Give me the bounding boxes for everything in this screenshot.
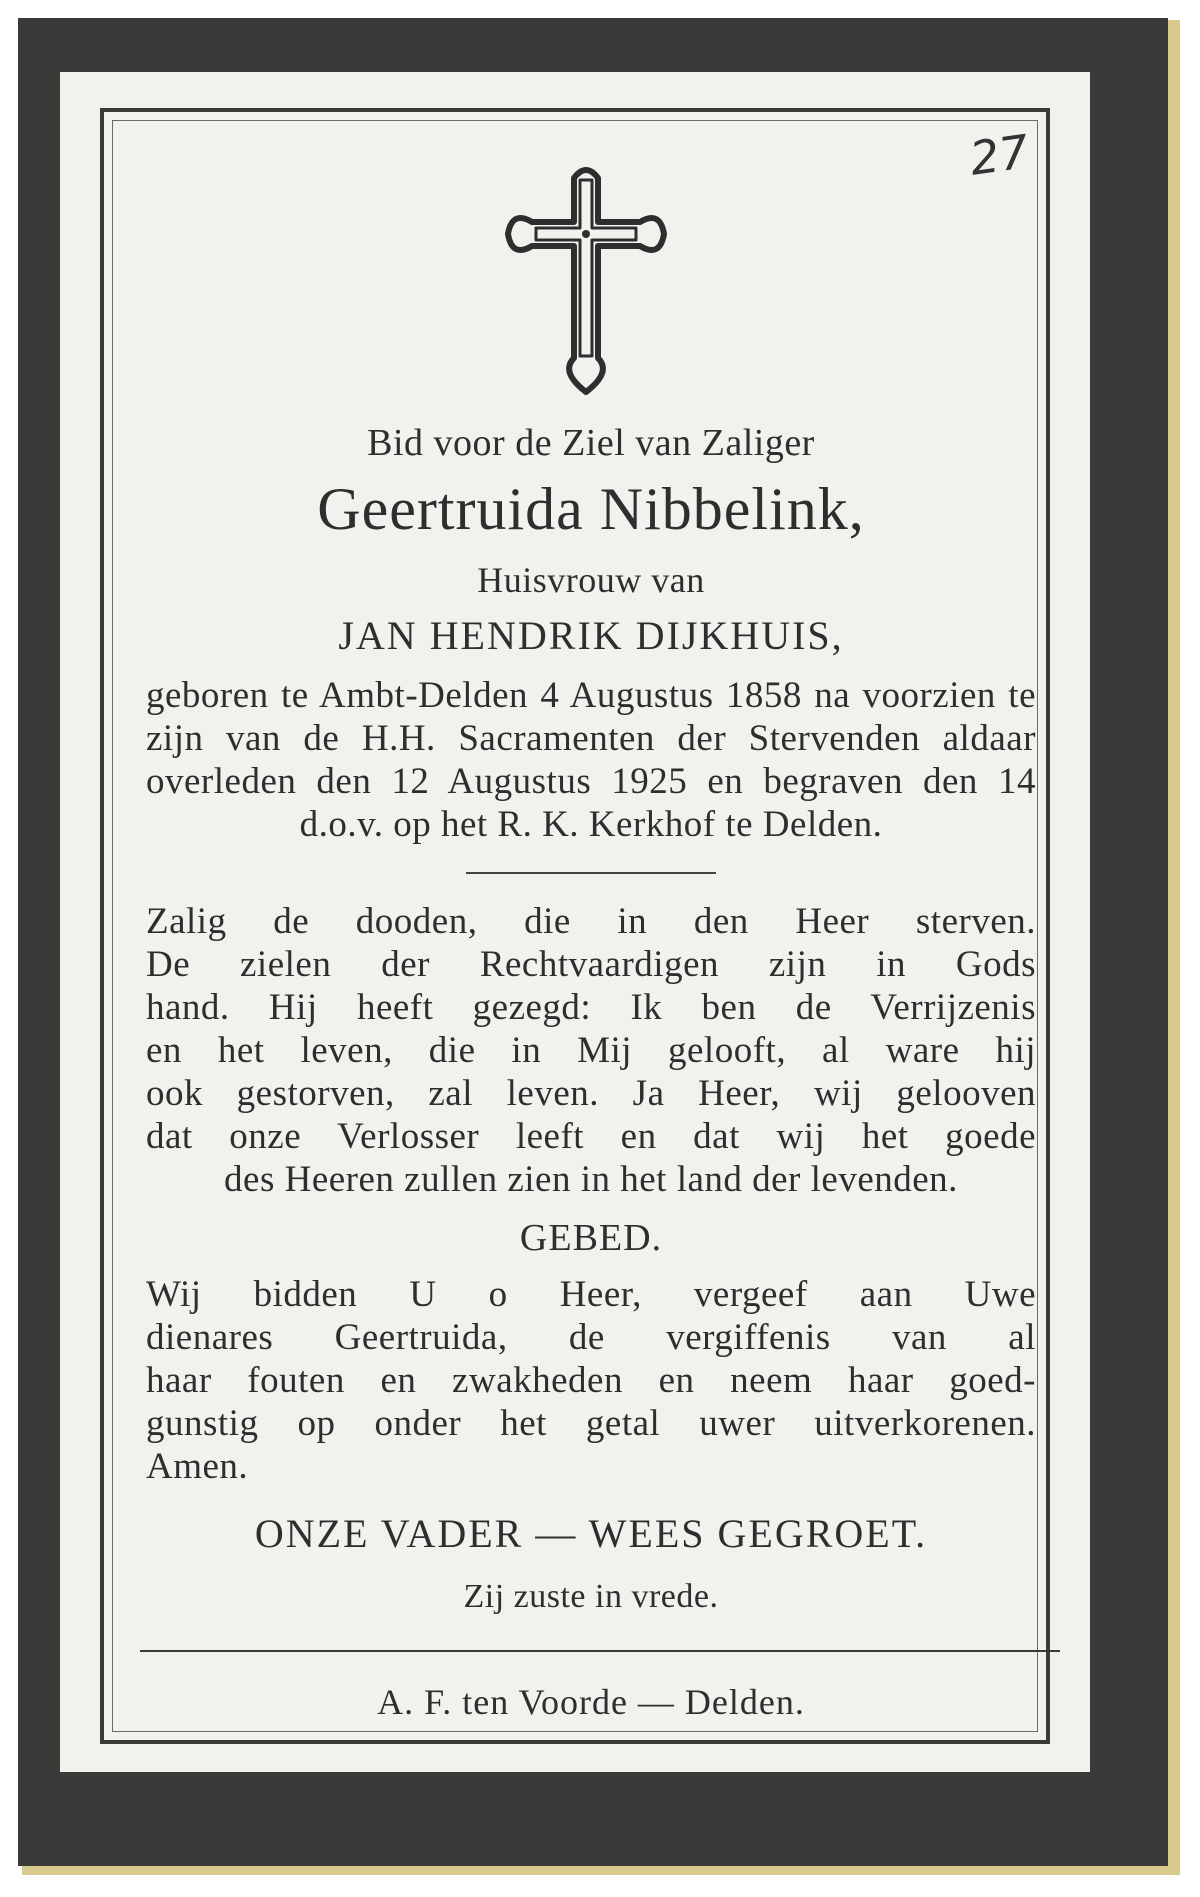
- prayer-line: dienares Geertruida, de vergiffenis van al: [146, 1317, 1036, 1358]
- cross-icon: [500, 158, 672, 398]
- verse-line: ook gestorven, zal leven. Ja Heer, wij gelooven: [146, 1073, 1036, 1114]
- prayer-line: haar fouten en zwakheden en neem haar goed-: [146, 1360, 1036, 1401]
- verse-line: De zielen der Rechtvaardigen zijn in Gods: [146, 944, 1036, 985]
- handwritten-number: 27: [966, 124, 1033, 186]
- deceased-name: Geertruida Nibbelink,: [317, 476, 865, 542]
- spouse-name: JAN HENDRIK DIJKHUIS,: [338, 613, 844, 658]
- biography: geboren te Ambt-Delden 4 Augustus 1858 na voorzien te zijn van de H.H. Sacramenten der Stervenden aldaar overleden den 12 Augustus 1925 en begraven den 14 d.o.v. op het R. K. Kerkhof te Delden.: [146, 675, 1036, 845]
- printer-credit: A. F. ten Voorde — Delden.: [377, 1682, 805, 1722]
- footer-divider: [140, 1650, 1060, 1652]
- relation-label: Huisvrouw van: [477, 560, 705, 600]
- prayer-line: Amen.: [146, 1446, 249, 1487]
- prayer-line: Wij bidden U o Heer, vergeef aan Uwe: [146, 1274, 1036, 1315]
- prayer-title: GEBED.: [519, 1217, 663, 1259]
- farewell: Zij zuste in vrede.: [463, 1578, 719, 1615]
- verse-line: hand. Hij heeft gezegd: Ik ben de Verrijzenis: [146, 987, 1036, 1028]
- prayer-line: gunstig op onder het getal uwer uitverkorenen.: [146, 1403, 1036, 1444]
- divider: [466, 872, 716, 874]
- card-text: [140, 420, 1042, 1618]
- verse-line: des Heeren zullen zien in het land der levenden.: [224, 1159, 958, 1200]
- closing-prayers: ONZE VADER — WEES GEGROET.: [254, 1511, 928, 1556]
- verse-line: Zalig de dooden, die in den Heer sterven.: [146, 901, 1036, 942]
- heading: Bid voor de Ziel van Zaliger: [367, 422, 815, 464]
- verse-line: en het leven, die in Mij gelooft, al ware hij: [146, 1030, 1036, 1071]
- verse-line: dat onze Verlosser leeft en dat wij het goede: [146, 1116, 1036, 1157]
